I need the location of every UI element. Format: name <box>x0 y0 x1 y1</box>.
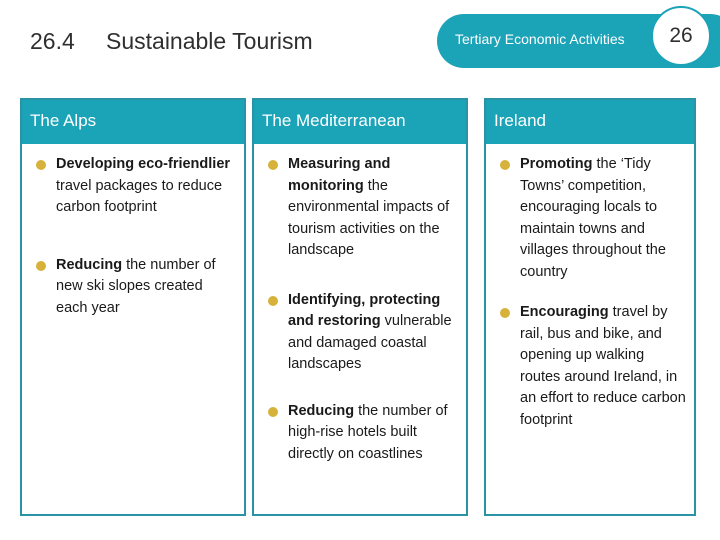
section-number: 26.4 <box>30 28 75 54</box>
bullet-icon <box>36 160 46 170</box>
list-item <box>500 302 688 431</box>
column-alps <box>20 98 246 516</box>
list-item <box>36 255 238 320</box>
item-bold: Developing eco-friendlier <box>56 156 231 172</box>
item-text: the number of new ski slopes created each year <box>56 256 216 316</box>
bullet-icon <box>268 407 278 417</box>
item-bold: Promoting <box>520 156 593 172</box>
bullet-icon <box>36 261 46 271</box>
column-heading: The Alps <box>22 100 244 144</box>
column-ireland <box>484 98 696 516</box>
item-text: the number of high-rise hotels built directly on coastlines <box>288 402 448 462</box>
column-mediterranean <box>252 98 468 516</box>
bullet-icon <box>268 160 278 170</box>
item-bold: Reducing <box>56 256 123 273</box>
item-bold: Measuring and monitoring <box>288 156 391 194</box>
page-number: 26 <box>651 6 711 66</box>
chapter-title: Tertiary Economic Activities <box>455 31 625 47</box>
list-item <box>500 154 688 283</box>
list-item <box>268 401 460 466</box>
item-text: vulnerable and damaged coastal landscapes <box>288 313 452 372</box>
bullet-icon <box>268 296 278 306</box>
item-text: the environmental impacts of tourism activities on the landscape <box>288 177 450 258</box>
item-text: travel by rail, bus and bike, and opening up walking routes around Ireland, in an effort to reduce carbon footprint <box>520 304 686 428</box>
bullet-icon <box>500 160 510 170</box>
list-item <box>268 154 460 262</box>
item-text: the ‘Tidy Towns’ competition, encouraging locals to maintain towns and villages throughout the country <box>520 156 666 280</box>
item-bold: Identifying, protecting and restoring <box>288 291 441 329</box>
item-text: travel packages to reduce carbon footprint <box>56 177 223 215</box>
list-item <box>36 154 238 219</box>
list-item <box>268 290 460 376</box>
column-heading: Ireland <box>486 100 694 144</box>
item-bold: Reducing <box>288 402 355 419</box>
bullet-icon <box>500 308 510 318</box>
column-heading: The Mediterranean <box>254 100 466 144</box>
item-bold: Encouraging <box>520 304 609 320</box>
section-title: Sustainable Tourism <box>106 28 313 54</box>
page-header <box>0 0 720 90</box>
